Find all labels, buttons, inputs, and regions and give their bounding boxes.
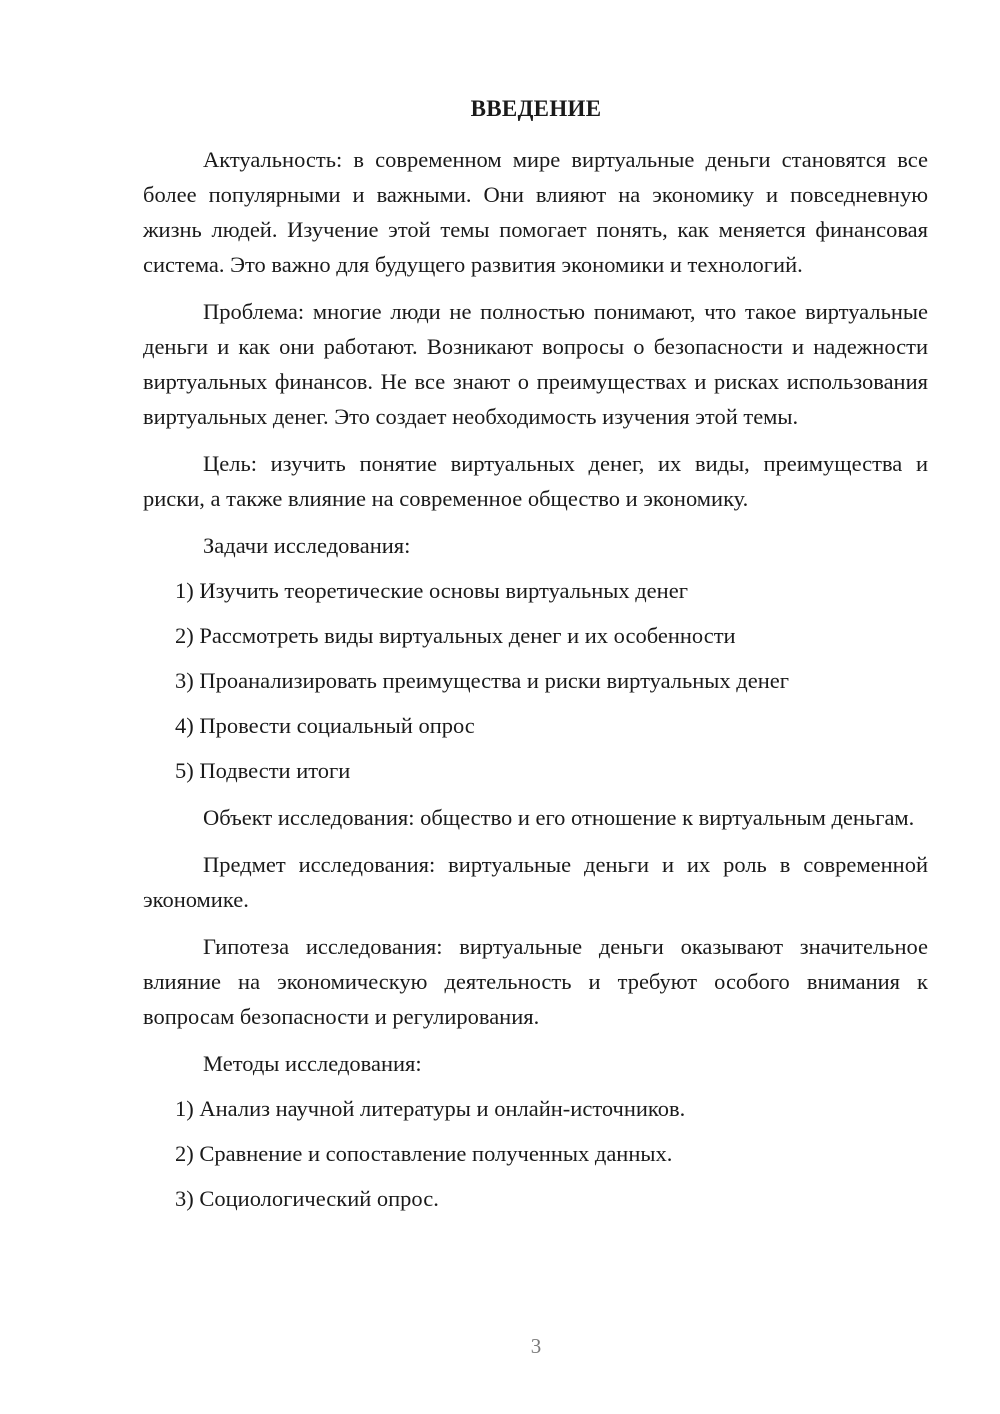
list-item: 4) Провести социальный опрос: [175, 713, 475, 738]
list-item: 3) Социологический опрос.: [175, 1186, 439, 1211]
list-item: 1) Изучить теоретические основы виртуальных денег: [175, 578, 688, 603]
list-item: 2) Сравнение и сопоставление полученных данных.: [175, 1141, 673, 1166]
hypothesis-paragraph: Гипотеза исследования: виртуальные деньги оказывают значительное влияние на экономическую деятельность и требуют особого внимания к вопросам безопасности и регулирования.: [143, 934, 928, 1029]
object-paragraph: Объект исследования: общество и его отношение к виртуальным деньгам.: [203, 805, 915, 830]
list-item: 2) Рассмотреть виды виртуальных денег и их особенности: [175, 623, 736, 648]
page-title: ВВЕДЕНИЕ: [470, 96, 602, 121]
list-item: 1) Анализ научной литературы и онлайн-источников.: [175, 1096, 686, 1121]
goal-paragraph: Цель: изучить понятие виртуальных денег, их виды, преимущества и риски, а также влияние на современное общество и экономику.: [143, 451, 928, 511]
list-item: 3) Проанализировать преимущества и риски виртуальных денег: [175, 668, 789, 693]
tasks-list: [143, 573, 928, 788]
tasks-label: Задачи исследования:: [203, 533, 411, 558]
page-number: 3: [530, 1334, 542, 1358]
methods-label: Методы исследования:: [203, 1051, 422, 1076]
subject-paragraph: Предмет исследования: виртуальные деньги и их роль в современной экономике.: [143, 852, 928, 912]
list-item: 5) Подвести итоги: [175, 758, 351, 783]
methods-list: [143, 1091, 928, 1216]
relevance-paragraph: Актуальность: в современном мире виртуальные деньги становятся все более популярными и важными. Они влияют на экономику и повседневную жизнь людей. Изучение этой темы помогает понять, как меняется финансовая система. Это важно для будущего развития экономики и технологий.: [143, 147, 928, 277]
problem-paragraph: Проблема: многие люди не полностью понимают, что такое виртуальные деньги и как они работают. Возникают вопросы о безопасности и надежности виртуальных финансов. Не все знают о преимуществах и рисках использования виртуальных денег. Это создает необходимость изучения этой темы.: [143, 299, 928, 429]
document-body: [143, 142, 928, 1226]
